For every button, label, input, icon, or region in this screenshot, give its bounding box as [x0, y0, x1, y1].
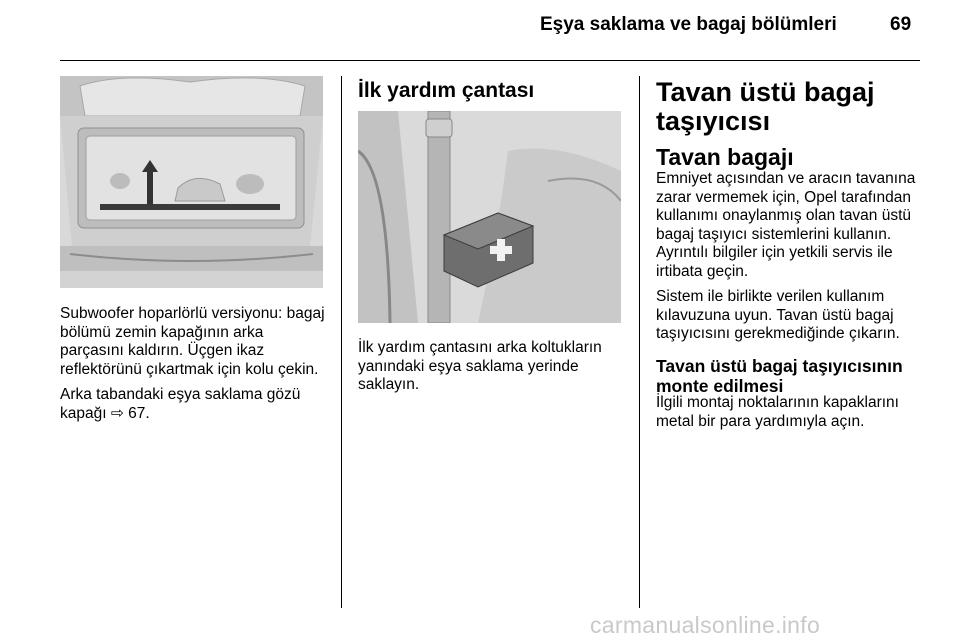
section-heading-roof-rack: Tavan üstü bagaj taşıyıcısı	[656, 77, 875, 136]
trunk-floor-figure	[60, 76, 323, 288]
page-reference[interactable]: 67.	[128, 404, 150, 422]
page-header-title: Eşya saklama ve bagaj bölümleri	[540, 14, 837, 35]
paragraph: Emniyet açısından ve aracın tavanına zarar vermemek için, Opel tarafından kullanımı onaylanmış olan tavan üstü bagaj taşıyıcı sistemlerini kullanın. Ayrıntılı bilgiler için yetkili servis ile irtibata geçin.	[656, 170, 916, 280]
column-3-text	[656, 170, 926, 351]
paragraph: İlgili montaj noktalarının kapaklarını metal bir para yardımıyla açın.	[656, 394, 899, 430]
first-aid-kit-figure	[358, 111, 621, 323]
paragraph-with-reference	[60, 386, 328, 423]
paragraph: İlk yardım çantasını arka koltukların yanındaki eşya saklama yerinde saklayın.	[358, 339, 602, 393]
column-2-text	[358, 339, 626, 402]
header-rule	[60, 60, 920, 61]
column-divider-2	[639, 76, 640, 608]
page-number: 69	[890, 14, 912, 35]
paragraph: Subwoofer hoparlörlü versiyonu: bagaj bölümü zemin kapağının arka parçasını kaldırın. Üçgen ikaz reflektörünü çıkartmak için kolu çekin.	[60, 305, 325, 378]
column-divider-1	[341, 76, 342, 608]
paragraph-text: Arka tabandaki eşya saklama gözü kapağı	[60, 386, 301, 422]
subheading-roof-rack-mounting: Tavan üstü bagaj taşıyıcısının monte edilmesi	[656, 356, 903, 396]
page-reference-arrow-icon: ⇨	[110, 404, 124, 422]
column-3-text-mounting	[656, 394, 926, 438]
watermark: carmanualsonline.info	[590, 612, 821, 638]
column-1-text	[60, 305, 328, 430]
subheading-roof-rack: Tavan bagajı	[656, 144, 794, 170]
paragraph: Sistem ile birlikte verilen kullanım kılavuzuna uyun. Tavan üstü bagaj taşıyıcısını gerekmediğinde çıkarın.	[656, 288, 900, 342]
section-heading-first-aid: İlk yardım çantası	[358, 79, 535, 102]
